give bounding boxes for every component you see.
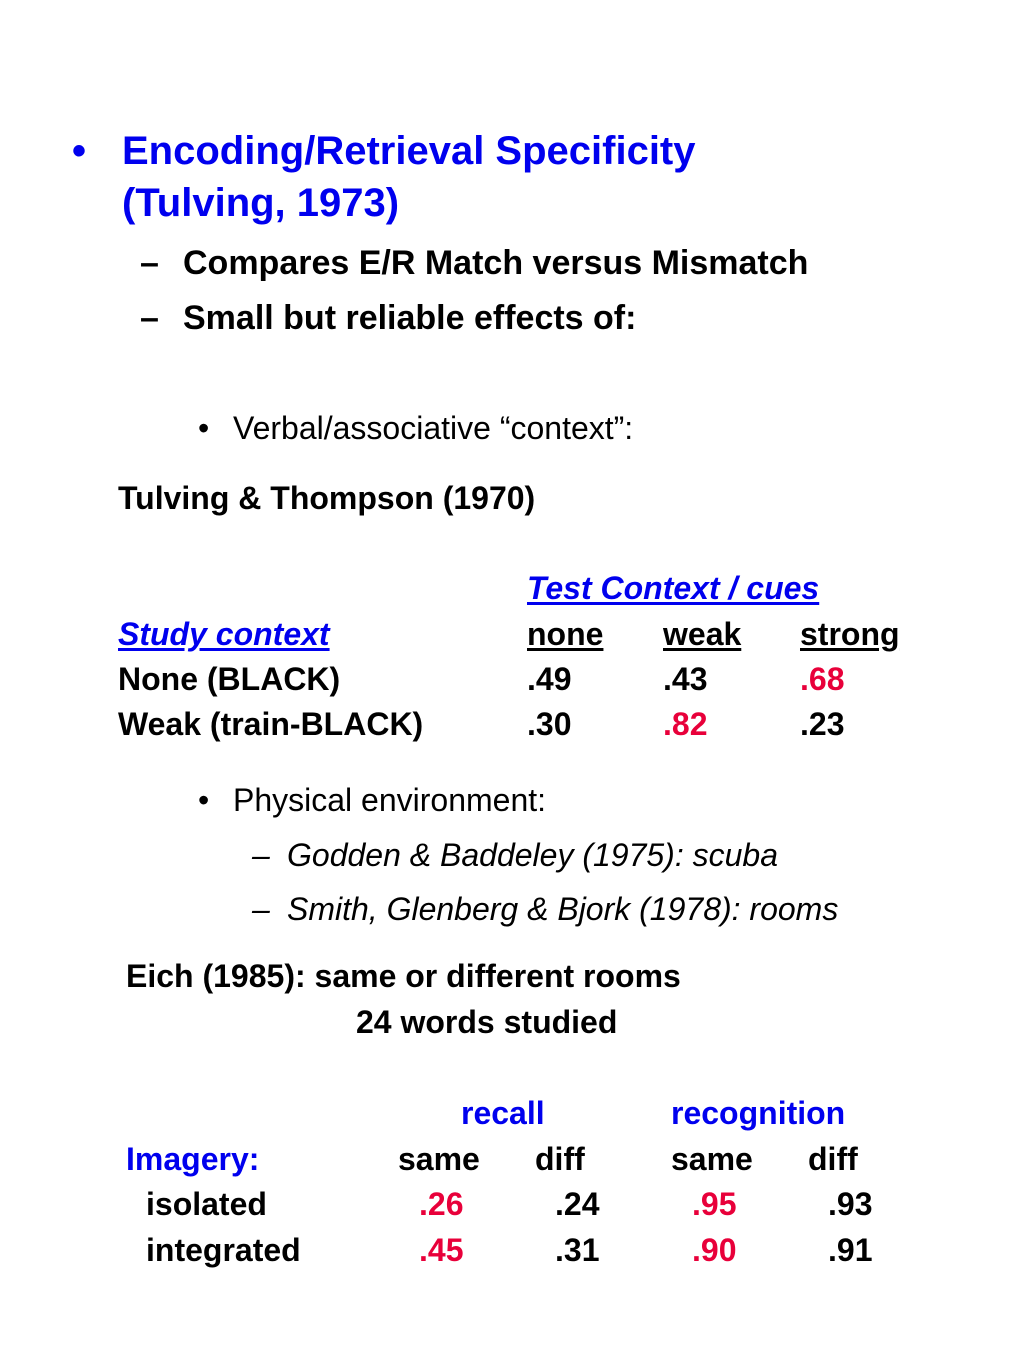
- column-header-strong: strong: [800, 616, 900, 652]
- physical-item-dash: –: [252, 837, 270, 873]
- column-header: same: [671, 1141, 753, 1177]
- table-cell: .49: [527, 661, 572, 697]
- column-header: diff: [808, 1141, 858, 1177]
- header-underline-spacer: [527, 616, 663, 653]
- column-header: diff: [535, 1141, 585, 1177]
- verbal-bullet: •: [198, 410, 210, 446]
- eich-title: Eich (1985): same or different rooms: [126, 958, 681, 994]
- group-header-recall: recall: [461, 1095, 545, 1131]
- row-label: None (BLACK): [118, 661, 341, 697]
- imagery-header: Imagery:: [126, 1141, 260, 1177]
- heading-line-2: (Tulving, 1973): [122, 181, 400, 225]
- group-header-recognition: recognition: [671, 1095, 846, 1131]
- study-context-header: Study context: [118, 616, 330, 652]
- table-cell: .31: [555, 1232, 600, 1268]
- tulving-title: Tulving & Thompson (1970): [118, 480, 536, 516]
- sub-point-dash: –: [140, 244, 159, 282]
- column-header-weak: weak: [663, 616, 742, 652]
- physical-item-dash: –: [252, 891, 270, 927]
- column-header: same: [398, 1141, 480, 1177]
- table-cell-highlight: .90: [692, 1232, 737, 1268]
- row-label: integrated: [146, 1232, 301, 1268]
- table-cell: .24: [555, 1186, 600, 1222]
- table-cell-highlight: .68: [800, 661, 845, 697]
- sub-point-dash: –: [140, 299, 159, 337]
- table-cell: .30: [527, 706, 572, 742]
- physical-item-text: Smith, Glenberg & Bjork (1978): rooms: [287, 891, 839, 927]
- header-underline-spacer: [663, 616, 799, 653]
- eich-subtitle: 24 words studied: [356, 1004, 618, 1040]
- table-cell-highlight: .82: [663, 706, 708, 742]
- sub-point-text: Small but reliable effects of:: [183, 299, 637, 337]
- table-cell-highlight: .95: [692, 1186, 737, 1222]
- row-label: isolated: [146, 1186, 267, 1222]
- table-cell-highlight: .45: [419, 1232, 464, 1268]
- heading-bullet: •: [72, 129, 87, 173]
- table-cell-highlight: .26: [419, 1186, 464, 1222]
- sub-point-text: Compares E/R Match versus Mismatch: [183, 244, 809, 282]
- heading-line-1: Encoding/Retrieval Specificity: [122, 129, 696, 173]
- row-label: Weak (train-BLACK): [118, 706, 424, 742]
- table-cell: .93: [828, 1186, 873, 1222]
- table-cell: .91: [828, 1232, 873, 1268]
- column-header-none: none: [527, 616, 604, 652]
- test-context-header: Test Context / cues: [527, 570, 820, 606]
- verbal-text: Verbal/associative “context”:: [233, 410, 634, 446]
- physical-item-text: Godden & Baddeley (1975): scuba: [287, 837, 778, 873]
- table-cell: .43: [663, 661, 708, 697]
- table-cell: .23: [800, 706, 845, 742]
- physical-text: Physical environment:: [233, 782, 547, 818]
- physical-bullet: •: [198, 782, 210, 818]
